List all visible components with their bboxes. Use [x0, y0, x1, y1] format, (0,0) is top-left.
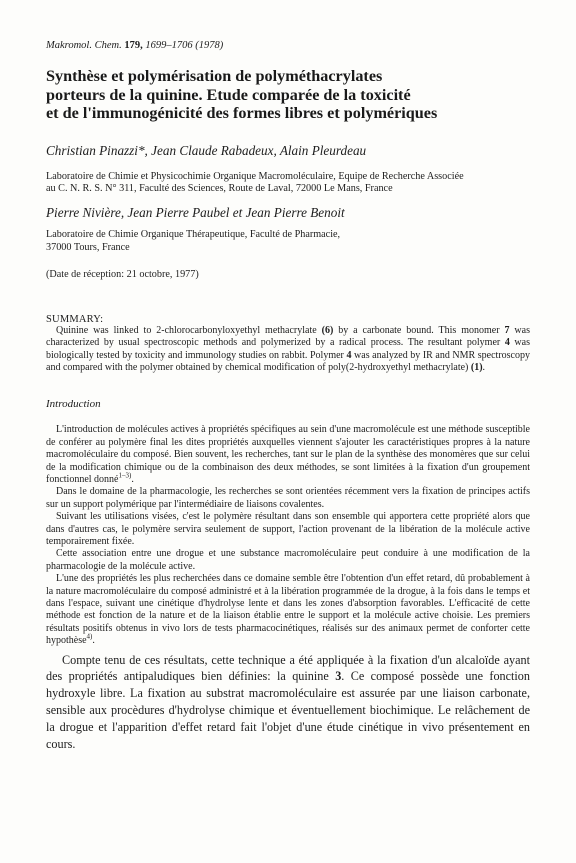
affiliation-1	[46, 171, 530, 197]
reference-superscript: 4)	[86, 632, 93, 641]
intro-text: Compte tenu de ces résultats, cette technique a été appliquée à la fixation d'un alcaloïde ayant des propriétés antipaludiques bien définies: la quinine	[46, 652, 530, 684]
compound-ref: 7	[504, 324, 510, 336]
intro-text: L'introduction de molécules actives à propriétés spécifiques au sein d'une macromolécule est une méthode susceptible de conférer au polymère final les dites propriétés auxquelles viennent s'ajouter les caractéristiques propres à la nature macromoléculaire du composé. Bien souvent, les recherches, tant sur le plan de la synthèse des monomères que sur celui de la modification chimique ou de la combinaison des deux méthodes, se sont limitées à la fixation d'un groupement fonctionnel donné	[46, 424, 530, 485]
intro-paragraph-6	[46, 652, 530, 753]
compound-ref: 3	[335, 669, 342, 684]
introduction-heading: Introduction	[46, 398, 101, 411]
summary-text	[46, 325, 530, 375]
affiliation-2-line-2: 37000 Tours, France	[46, 241, 130, 253]
compound-ref: 4	[504, 337, 510, 349]
summary-text-part: was biologically tested by toxicity and immunology studies on rabbit. Polymer	[46, 337, 530, 361]
summary-text-part: .	[482, 361, 486, 373]
journal-volume: 179,	[124, 40, 143, 51]
compound-ref: 4	[346, 349, 352, 361]
intro-paragraph-4: Cette association entre une drogue et une substance macromoléculaire peut conduire à une modification de la pharmacologie de la molécule active.	[46, 548, 530, 572]
title-line-2: porteurs de la quinine. Etude comparée de la toxicité	[46, 85, 411, 104]
affiliation-1-line-2: au C. N. R. S. N° 311, Faculté des Sciences, Route de Laval, 72000 Le Mans, France	[46, 183, 393, 195]
received-date: (Date de réception: 21 octobre, 1977)	[46, 268, 199, 280]
journal-name: Makromol. Chem.	[46, 40, 122, 51]
intro-paragraph-2: Dans le domaine de la pharmacologie, les recherches se sont orientées récemment vers la fixation de principes actifs sur un support polymérique par l'intermédiaire de liaisons covalentes.	[46, 486, 530, 510]
title-line-1: Synthèse et polymérisation de polyméthacrylates	[46, 67, 383, 85]
title-line-3: et de l'immunogénicité des formes libres et polymériques	[46, 104, 438, 122]
reference-superscript: 1–3)	[118, 471, 132, 480]
intro-paragraph-3: Suivant les utilisations visées, c'est le polymère résultant dans son ensemble qui apportera cette propriété alors que dans d'autres cas, le polymère servira seulement de support, l'action provenant de la libération de la molécule active temporairement fixée.	[46, 511, 530, 547]
affiliation-1-line-1: Laboratoire de Chimie et Physicochimie Organique Macromoléculaire, Equipe de Recherche Associée	[46, 170, 464, 182]
affiliation-2-line-1: Laboratoire de Chimie Organique Thérapeutique, Faculté de Pharmacie,	[46, 229, 341, 241]
intro-text: .	[131, 473, 134, 485]
journal-pages-year: 1699–1706 (1978)	[145, 40, 224, 51]
authors-group-2: Pierre Nivière, Jean Pierre Paubel et Jean Pierre Benoit	[46, 205, 345, 221]
intro-paragraph-1	[46, 424, 530, 486]
authors-group-1: Christian Pinazzi*, Jean Claude Rabadeux, Alain Pleurdeau	[46, 142, 367, 158]
intro-paragraph-5	[46, 573, 530, 647]
compound-ref: (1)	[470, 361, 483, 373]
summary-text-part: by a carbonate bound. This monomer	[333, 324, 505, 336]
summary-text-part: was analyzed by IR and NMR spectroscopy and compared with the polymer obtained by chemical modification of poly(2-hydroxyethyl methacrylate)	[46, 349, 530, 373]
summary-text-part: Quinine was linked to 2-chlorocarbonyloxyethyl methacrylate	[56, 324, 322, 336]
summary-heading: SUMMARY:	[46, 313, 104, 325]
intro-text: .	[92, 635, 95, 647]
affiliation-2	[46, 229, 530, 255]
summary-text-part: was characterized by usual spectroscopic methods and polymerized by a radical process. The resultant polymer	[46, 324, 530, 349]
intro-text: L'une des propriétés les plus recherchées dans ce domaine semble être l'obtention d'un effet retard, dû probablement à la nature macromoléculaire du composé administré et à la libération programmée de la drogue, à la fois dans le temps et dans l'espace, suivant une cinétique d'hydrolyse lente et dans les zones d'absorption favorables. L'efficacité de cette méthode est fonction de la nature et de la liaison établie entre le support et la molécule active choisie. Les premiers résultats positifs obtenus in vivo lors de tests pharmacocinétiques, réalisés sur des animaux permet de conforter cette hypothèse	[46, 573, 530, 647]
intro-text: . Ce composé possède une fonction hydroxyle libre. La fixation au substrat macromoléculaire est assurée par une liaison carbonate, sensible aux procèdures d'hydrolyse chimique et éventuellement biochimique. Le relâchement de la drogue et l'apparition d'effet retard fait l'objet d'une étude cinétique in vivo présentement en cours.	[46, 669, 530, 751]
compound-ref: (6)	[321, 324, 334, 336]
paper-title	[46, 67, 530, 123]
journal-citation	[46, 40, 530, 51]
